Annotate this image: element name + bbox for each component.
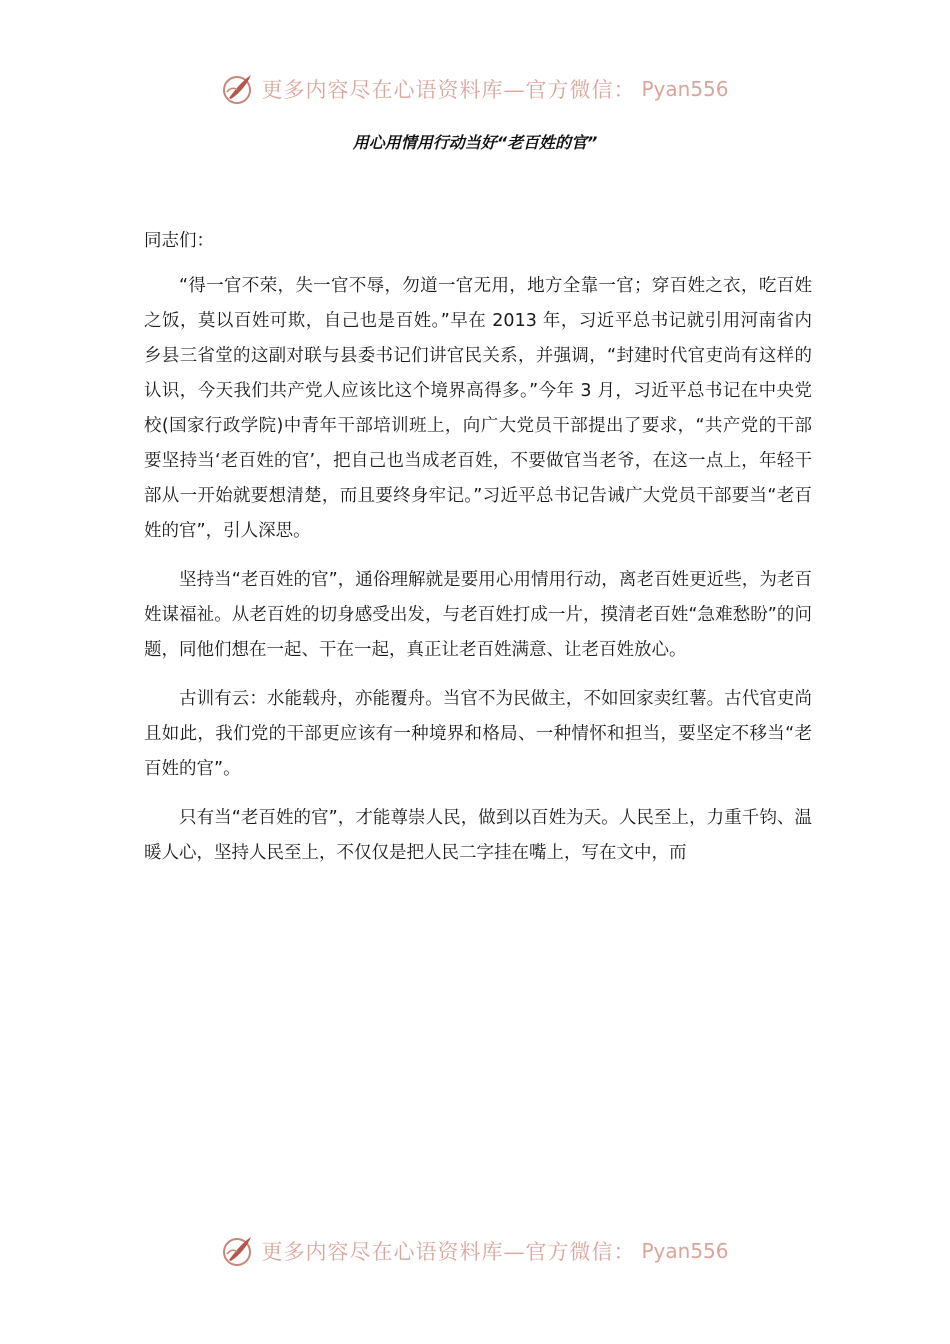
quill-logo-icon [221,1234,255,1268]
header-watermark [0,72,950,106]
watermark-text: 更多内容尽在心语资料库—官方微信： [261,78,636,102]
paragraph: 坚持当“老百姓的官”，通俗理解就是要用心用情用行动，离老百姓更近些，为老百姓谋福祉。从老百姓的切身感受出发，与老百姓打成一片，摸清老百姓“急难愁盼”的问题，同他们想在一起、干在一起，真正让老百姓满意、让老百姓放心。 [144,570,812,660]
watermark-wechat-id: Pyan556 [641,1239,729,1263]
quill-logo-icon [221,72,255,106]
watermark-wechat-id: Pyan556 [641,77,729,101]
paragraph: 古训有云：水能载舟，亦能覆舟。当官不为民做主，不如回家卖红薯。古代官吏尚且如此，我们党的干部更应该有一种境界和格局、一种情怀和担当，要坚定不移当“老百姓的官”。 [144,689,812,779]
footer-watermark [0,1234,950,1268]
document-body [144,224,812,885]
paragraph: “得一官不荣，失一官不辱，勿道一官无用，地方全靠一官；穿百姓之衣，吃百姓之饭，莫以百姓可欺，自己也是百姓。”早在 2013 年，习近平总书记就引用河南省内乡县三省堂的这副对联与县委书记们讲官民关系，并强调，“封建时代官吏尚有这样的认识，今天我们共产党人应该比这个境界高得多。”今年 3 月，习近平总书记在中央党校(国家行政学院)中青年干部培训班上，向广大党员干部提出了要求，“共产党的干部要坚持当‘老百姓的官’，把自己也当成老百姓，不要做官当老爷，在这一点上，年轻干部从一开始就要想清楚，而且要终身牢记。”习近平总书记告诫广大党员干部要当“老百姓的官”，引人深思。 [144,276,812,541]
greeting: 同志们： [144,231,214,251]
paragraph: 只有当“老百姓的官”，才能尊崇人民，做到以百姓为天。人民至上，力重千钧、温暖人心，坚持人民至上，不仅仅是把人民二字挂在嘴上，写在文中，而 [144,808,812,863]
document-title: 用心用情用行动当好“老百姓的官” [352,133,598,152]
watermark-text: 更多内容尽在心语资料库—官方微信： [261,1240,636,1264]
